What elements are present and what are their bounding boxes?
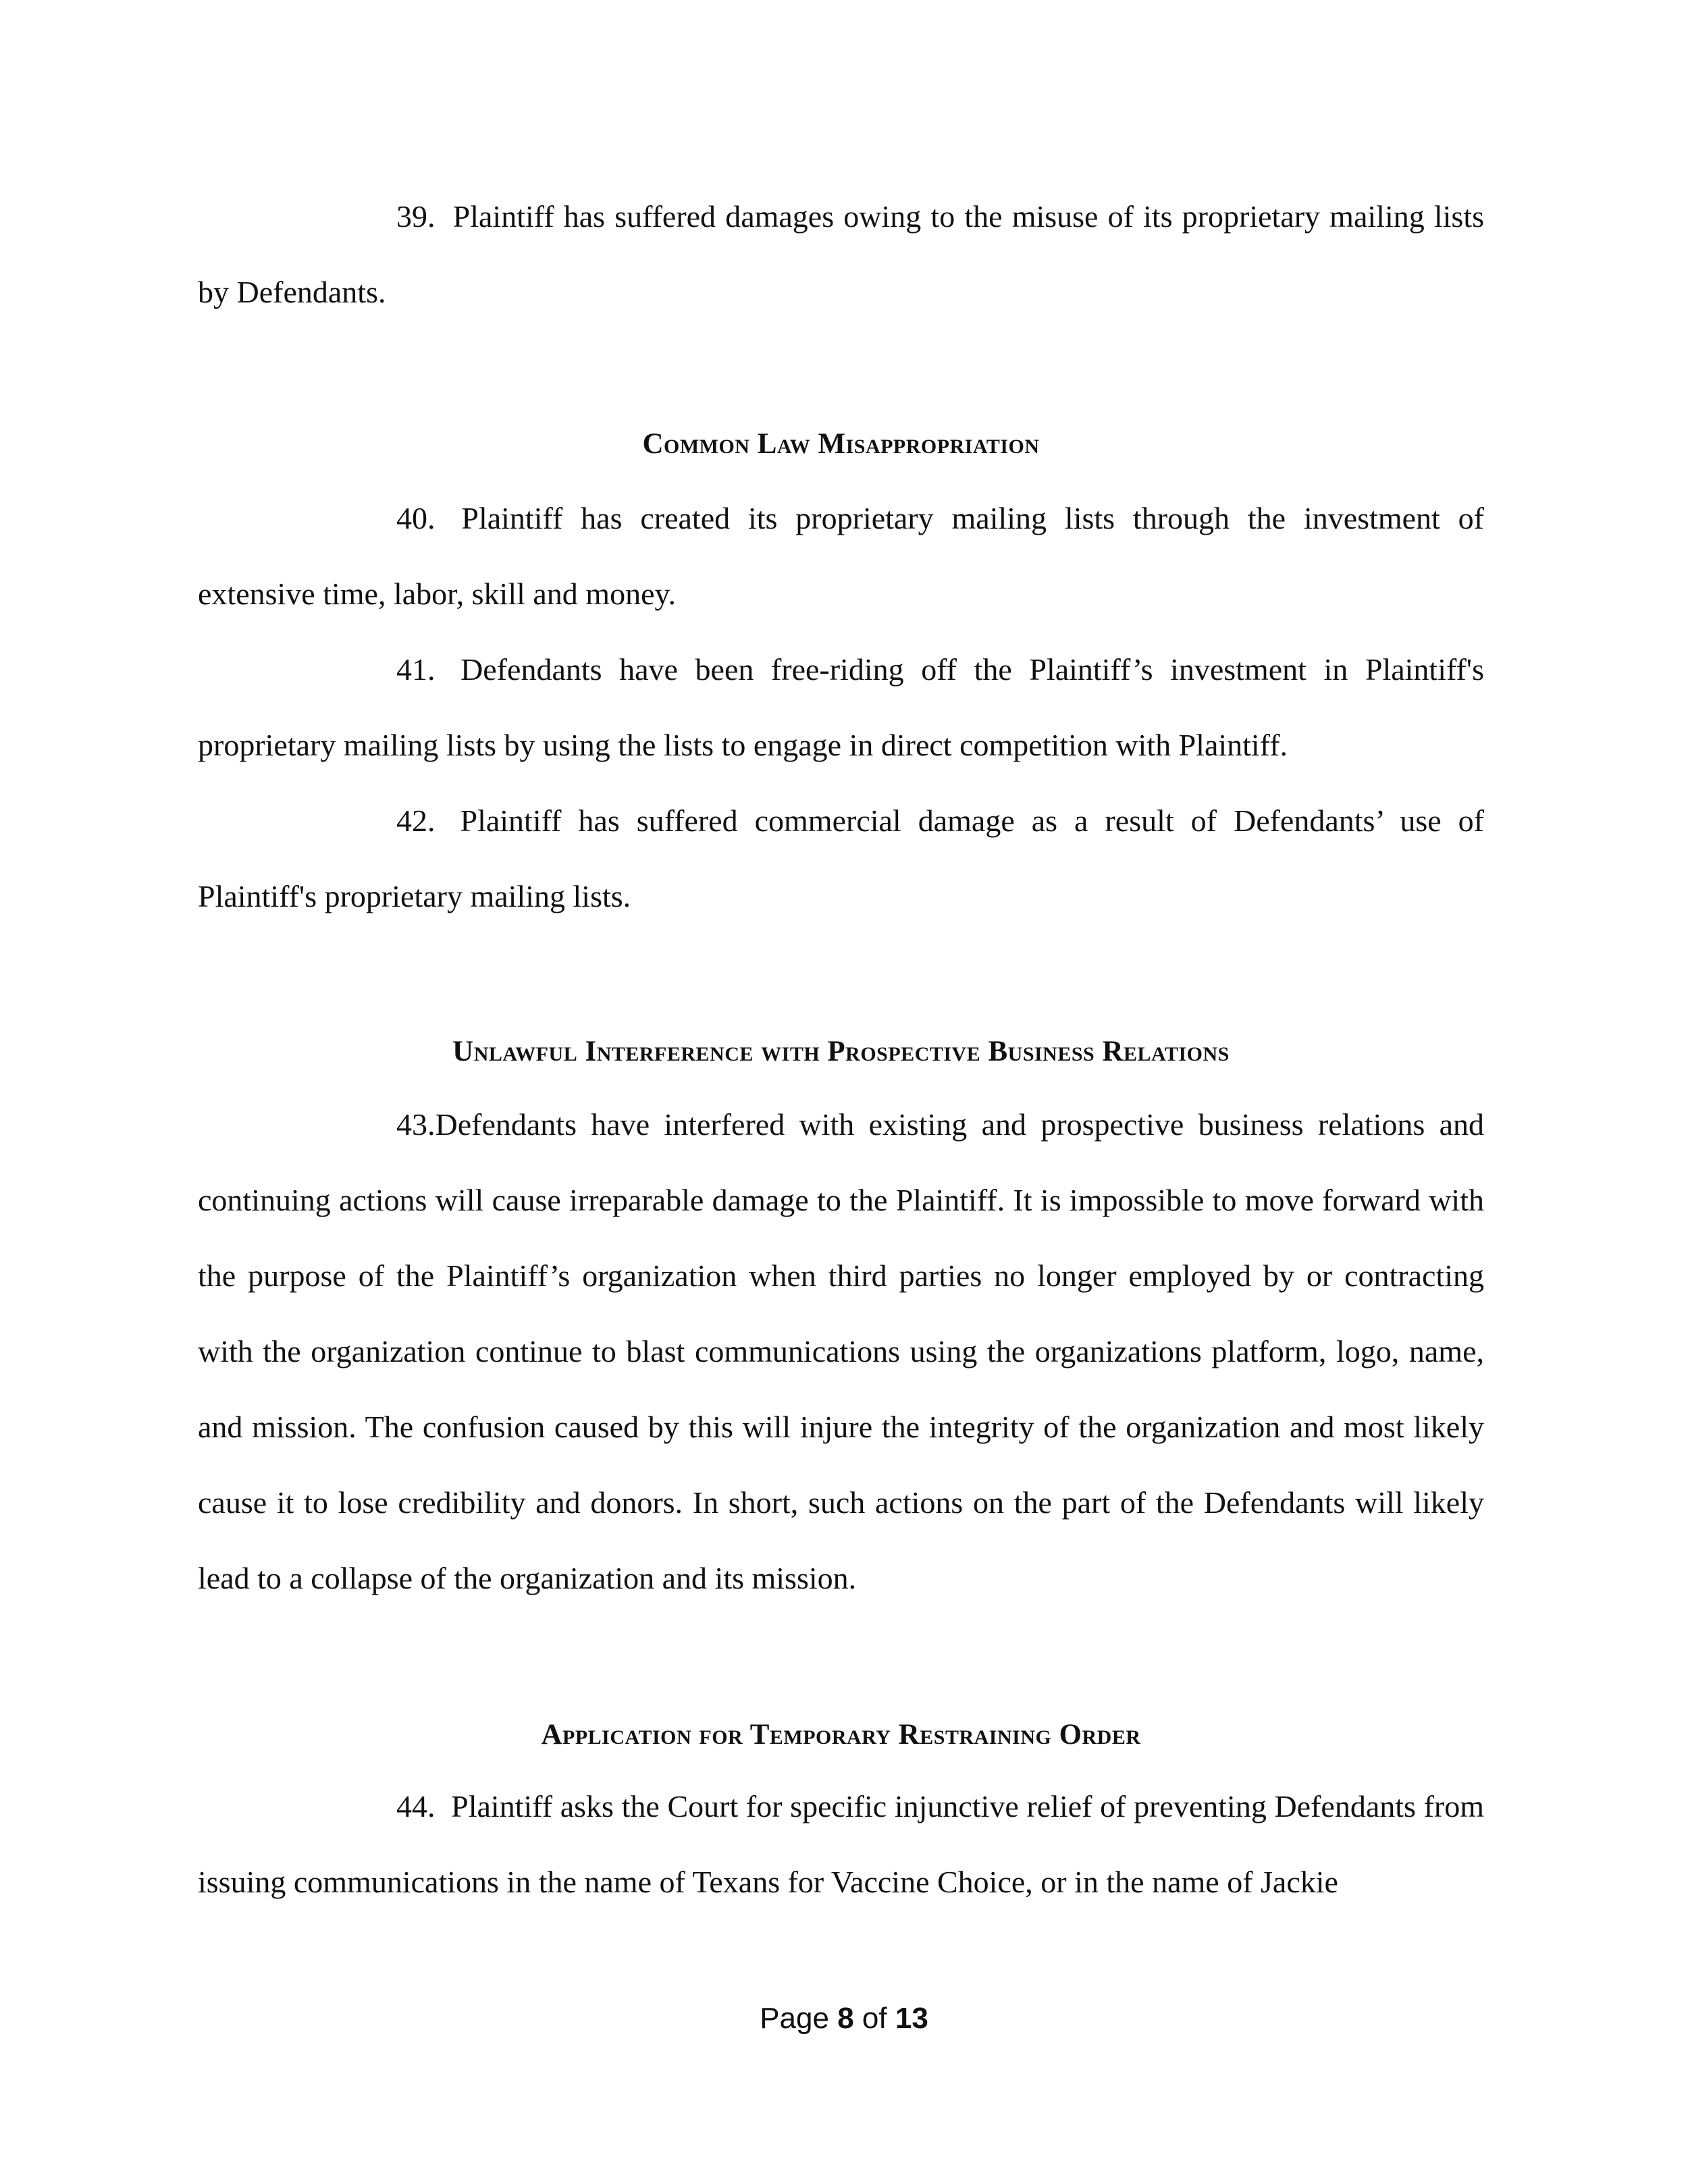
paragraph-44: [198, 1769, 1484, 1920]
paragraph-number: 40.: [396, 501, 436, 535]
page-footer: [0, 1998, 1688, 2039]
paragraph-41: [198, 632, 1484, 783]
page-label: Page: [760, 2002, 829, 2035]
total-page-count: 13: [895, 2002, 928, 2035]
paragraph-number: 41.: [396, 652, 436, 687]
paragraph-text: Plaintiff has suffered commercial damage as a result of Defendants’ use of Plaintiff's proprietary mailing lists.: [198, 803, 1484, 913]
section-heading-tro: Application for Temporary Restraining Order: [541, 1719, 1141, 1751]
paragraph-40: [198, 481, 1484, 632]
paragraph-text: Defendants have been free-riding off the Plaintiff’s investment in Plaintiff's proprietary mailing lists by using the lists to engage in direct competition with Plaintiff.: [198, 652, 1484, 762]
paragraph-number: 44.: [396, 1789, 436, 1823]
paragraph-text: Plaintiff has suffered damages owing to the misuse of its proprietary mailing lists by Defendants.: [198, 199, 1485, 309]
paragraph-text: Defendants have interfered with existing and prospective business relations and continuing actions will cause irreparable damage to the Plaintiff. It is impossible to move forward with the purpose of the Plaintiff’s organization when third parties no longer employed by or contracting with the organization continue to blast communications using the organizations platform, logo, name, and mission. The confusion caused by this will injure the integrity of the organization and most likely cause it to lose credibility and donors. In short, such actions on the part of the Defendants will likely lead to a collapse of the organization and its mission.: [198, 1107, 1484, 1595]
paragraph-number: 42.: [396, 803, 436, 838]
paragraph-number: 39.: [396, 199, 436, 234]
paragraph-39: [198, 179, 1484, 330]
section-heading-interference: Unlawful Interference with Prospective Business Relations: [452, 1036, 1230, 1067]
paragraph-text: Plaintiff asks the Court for specific injunctive relief of preventing Defendants from issuing communications in the name of Texans for Vaccine Choice, or in the name of Jackie: [198, 1789, 1485, 1899]
section-heading-misappropriation: Common Law Misappropriation: [642, 428, 1040, 460]
current-page-number: 8: [837, 2002, 854, 2035]
paragraph-43: [198, 1087, 1484, 1616]
paragraph-42: [198, 783, 1484, 934]
page-separator: of: [862, 2002, 887, 2035]
paragraphs-40-42: [198, 481, 1484, 934]
paragraph-text: Plaintiff has created its proprietary mailing lists through the investment of extensive time, labor, skill and money.: [198, 501, 1485, 611]
paragraph-number: 43.: [396, 1107, 436, 1142]
